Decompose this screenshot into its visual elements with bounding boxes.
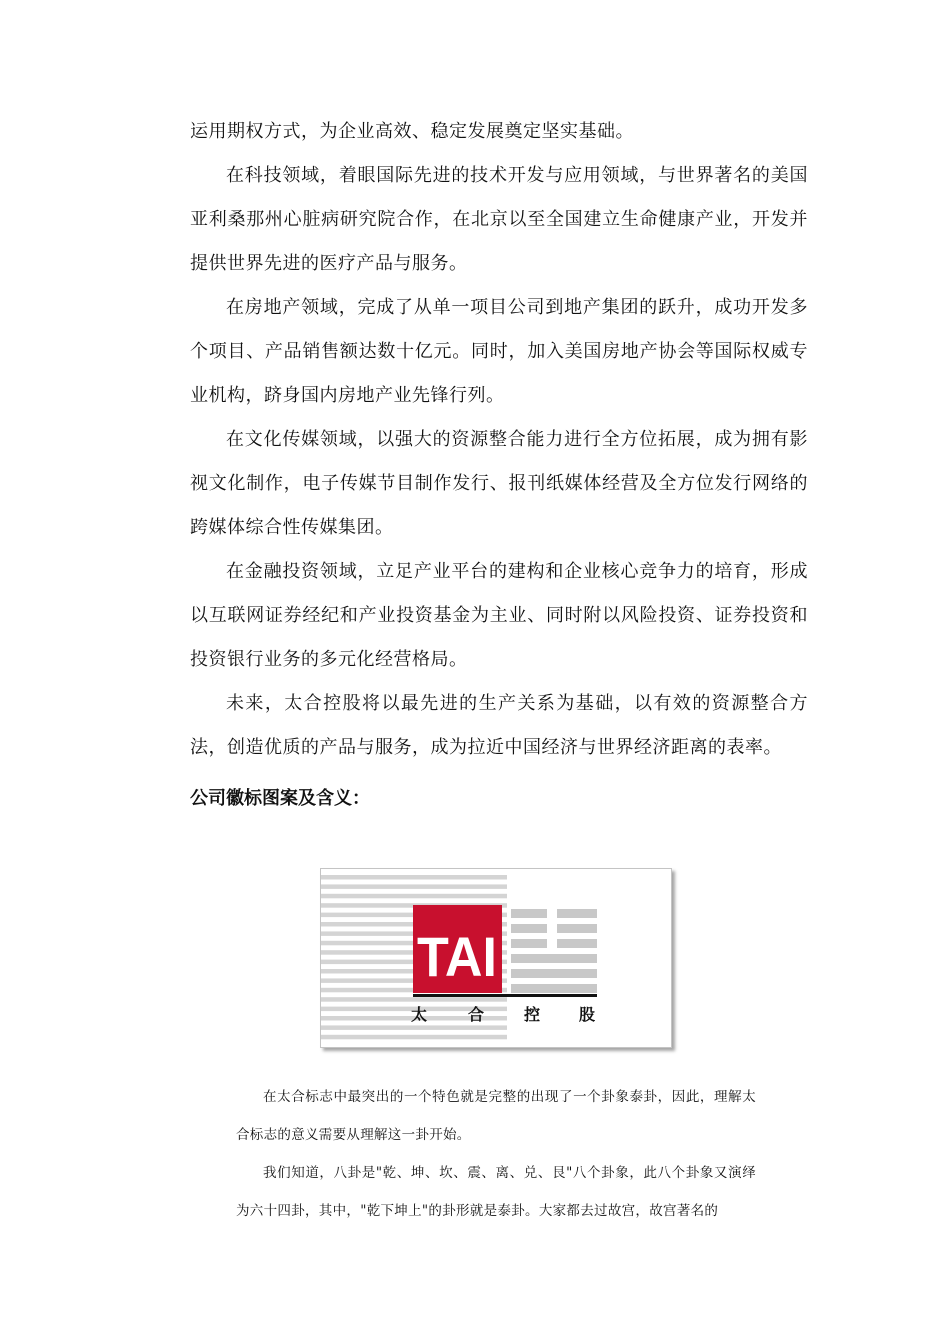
- company-logo: [320, 868, 672, 1048]
- paragraph-5: 在金融投资领域，立足产业平台的建构和企业核心竞争力的培育，形成以互联网证券经纪和产业投资基金为主业、同时附以风险投资、证券投资和投资银行业务的多元化经营格局。: [190, 561, 808, 670]
- logo-stripe: [321, 997, 507, 1002]
- logo-paragraph-1: 在太合标志中最突出的一个特色就是完整的出现了一个卦象泰卦，因此，理解太合标志的意义需要从理解这一卦开始。: [236, 1089, 756, 1143]
- logo-base-line: [413, 994, 597, 997]
- logo-stripe: [321, 894, 507, 899]
- body-text: [190, 110, 808, 770]
- logo-char-3: 控: [523, 1005, 541, 1024]
- logo-stripe: [321, 875, 507, 880]
- logo-char-1: 太: [410, 1005, 428, 1024]
- logo-hexagram-bar: [511, 909, 547, 918]
- logo-hexagram-bar: [511, 939, 547, 948]
- logo-stripe: [321, 884, 507, 889]
- paragraph-1: 运用期权方式，为企业高效、稳定发展奠定坚实基础。: [190, 121, 634, 142]
- logo-hexagram-bar: [557, 909, 597, 918]
- paragraph-2: 在科技领域，着眼国际先进的技术开发与应用领域，与世界著名的美国亚利桑那州心脏病研究院合作，在北京以至全国建立生命健康产业，开发并提供世界先进的医疗产品与服务。: [190, 165, 808, 274]
- logo-hexagram-bar: [511, 954, 597, 963]
- logo-hexagram-bar: [511, 924, 547, 933]
- logo-char-4: 股: [578, 1005, 596, 1024]
- logo-graphic: [321, 869, 671, 1047]
- paragraph-6: 未来，太合控股将以最先进的生产关系为基础，以有效的资源整合方法，创造优质的产品与服务，成为拉近中国经济与世界经济距离的表率。: [190, 693, 808, 758]
- paragraph-4: 在文化传媒领域，以强大的资源整合能力进行全方位拓展，成为拥有影视文化制作，电子传媒节目制作发行、报刊纸媒体经营及全方位发行网络的跨媒体综合性传媒集团。: [190, 429, 808, 538]
- logo-wordmark: TAI: [417, 925, 497, 988]
- logo-stripe: [321, 1035, 507, 1040]
- section-heading: 公司徽标图案及含义：: [190, 788, 370, 809]
- logo-hexagram-bar: [557, 939, 597, 948]
- logo-explanation: [236, 1078, 756, 1230]
- logo-stripe: [321, 1025, 507, 1030]
- logo-hexagram-bar: [557, 924, 597, 933]
- logo-char-2: 合: [467, 1005, 485, 1024]
- logo-hexagram-bar: [511, 984, 597, 993]
- logo-hexagram-bar: [511, 969, 597, 978]
- logo-paragraph-2: 我们知道，八卦是"乾、坤、坎、震、离、兑、艮"八个卦象，此八个卦象又演绎为六十四卦，其中，"乾下坤上"的卦形就是泰卦。大家都去过故宫，故宫著名的: [236, 1165, 756, 1219]
- paragraph-3: 在房地产领域，完成了从单一项目公司到地产集团的跃升，成功开发多个项目、产品销售额达数十亿元。同时，加入美国房地产协会等国际权威专业机构，跻身国内房地产业先锋行列。: [190, 297, 808, 406]
